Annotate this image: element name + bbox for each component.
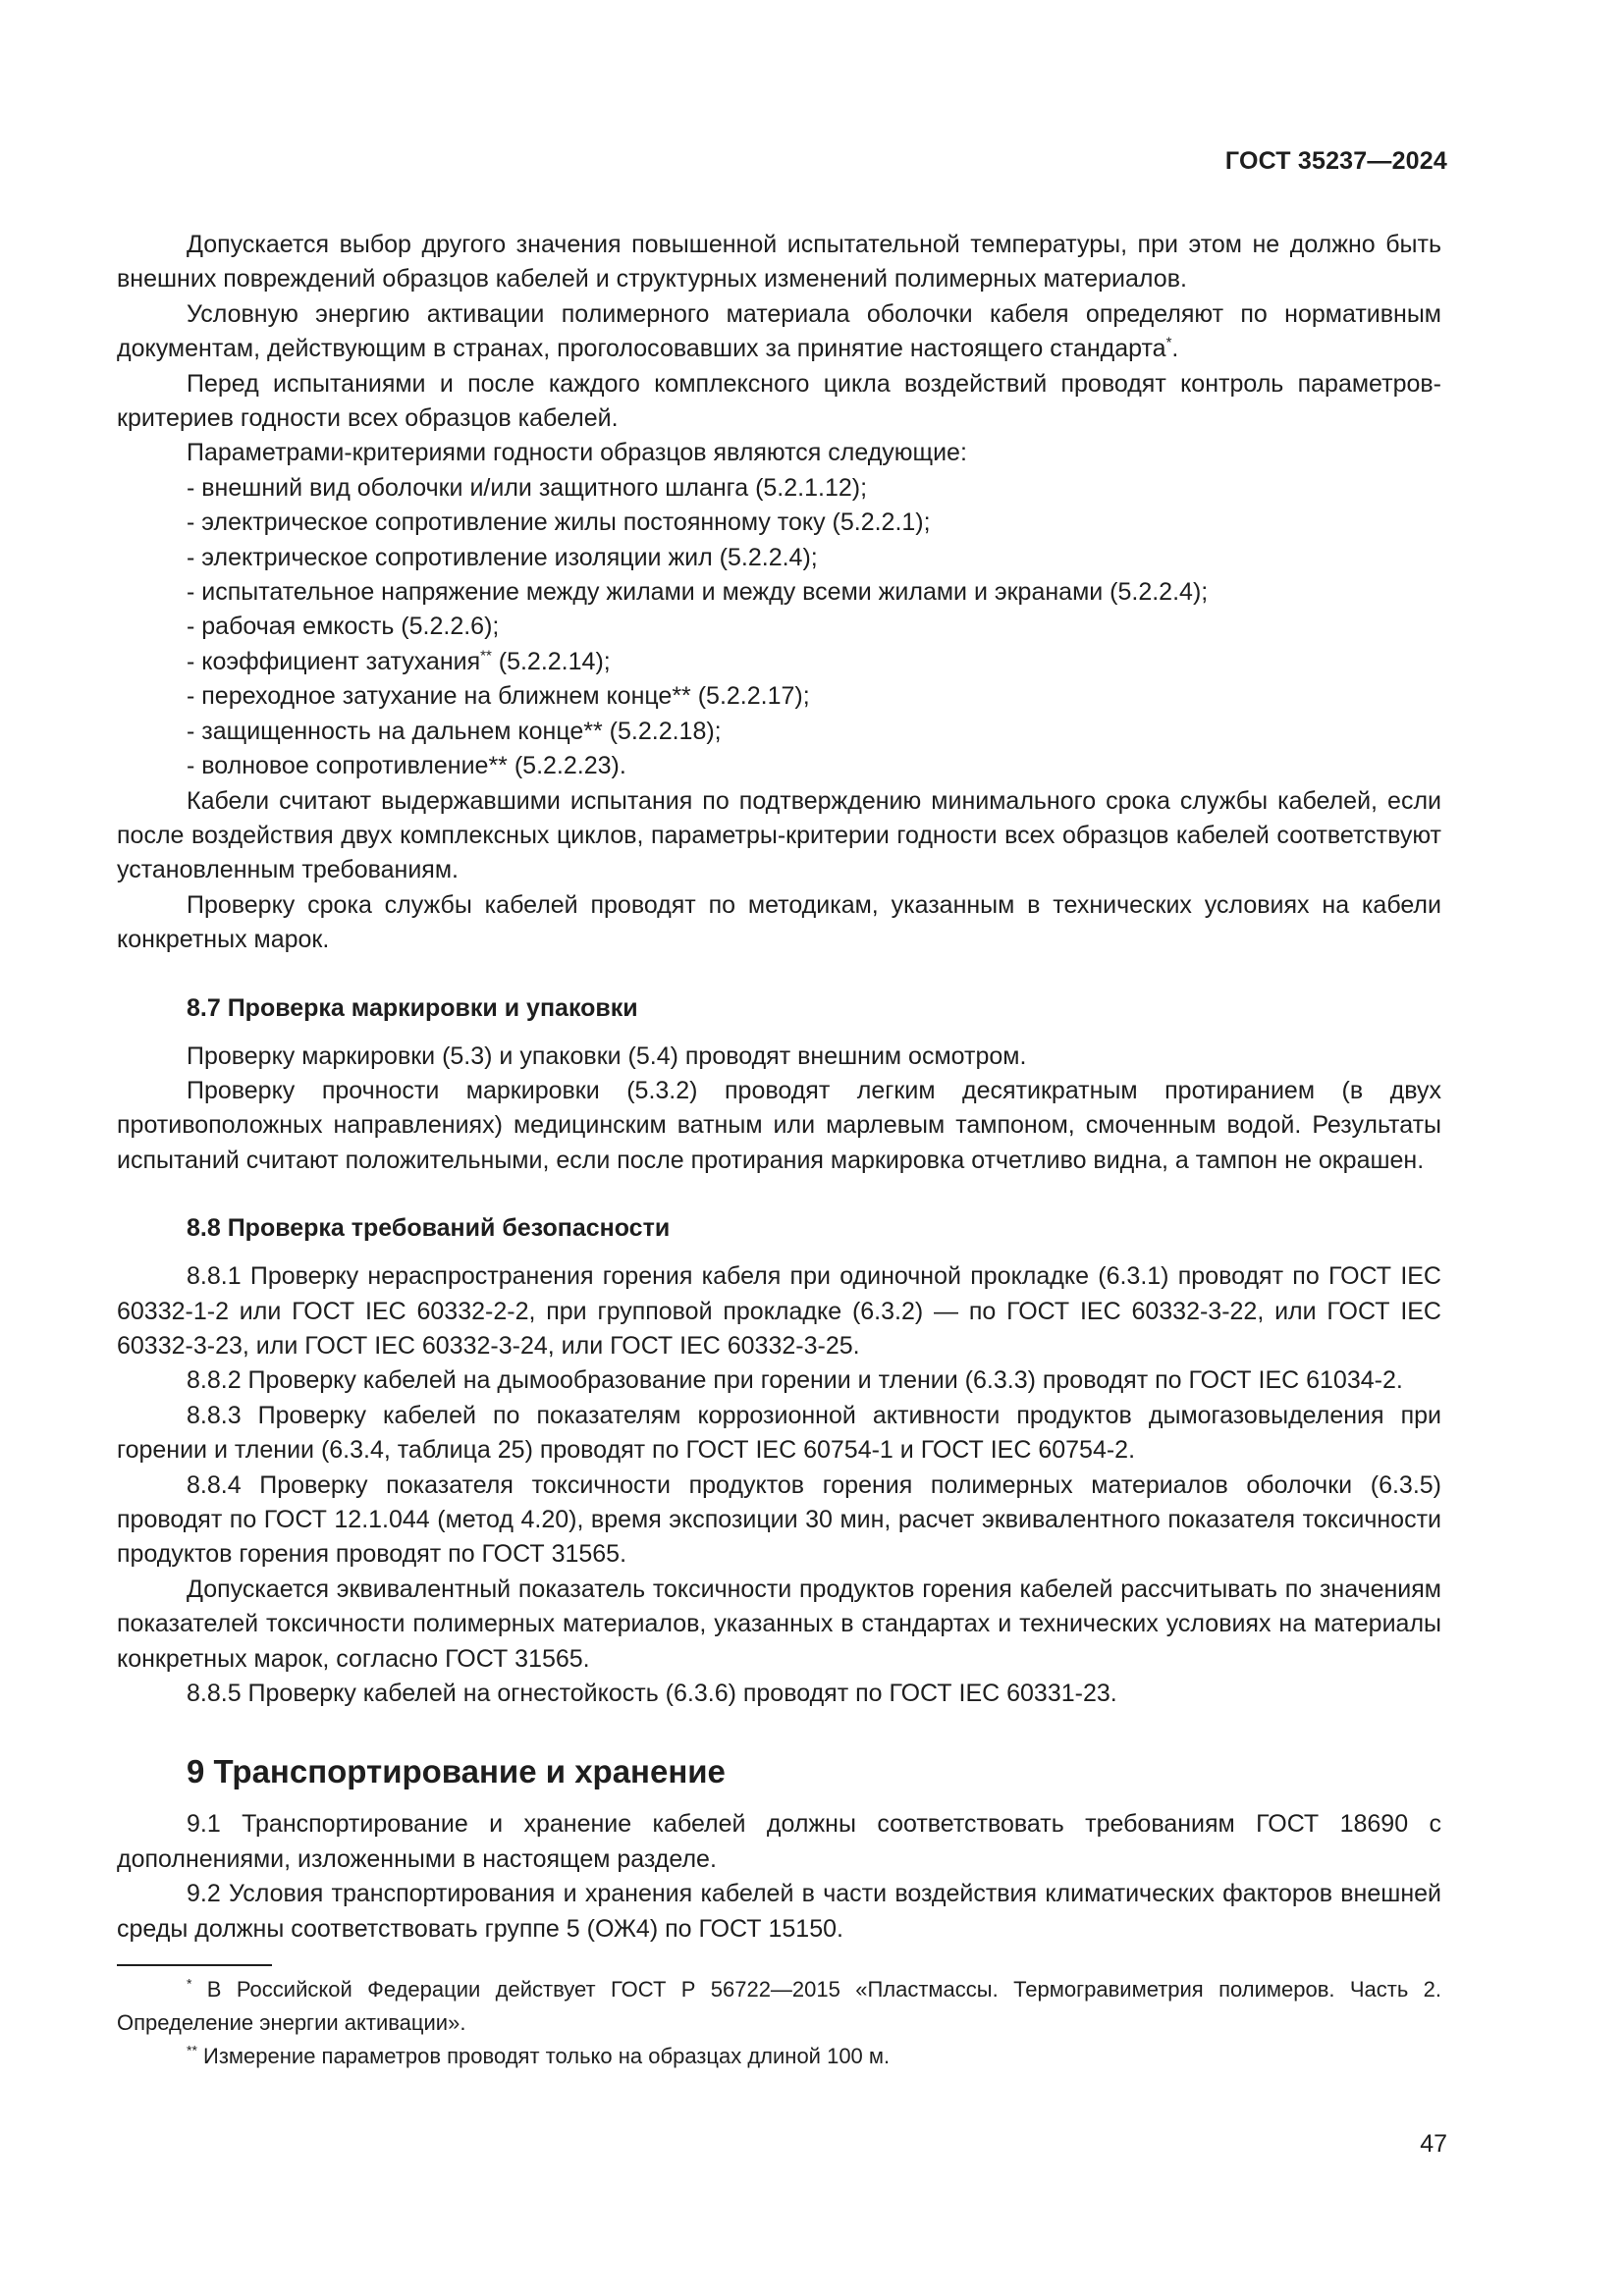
paragraph: Проверку срока службы кабелей проводят по методикам, указанным в технических условиях на кабели конкретных марок. (117, 890, 1441, 954)
footnotes (117, 1973, 1441, 2073)
paragraph: Кабели считают выдержавшими испытания по подтверждению минимального срока службы кабелей, если после воздействия двух комплексных циклов, параметры-критерии годности всех образцов кабелей соответствуют установленным требованиям. (117, 786, 1441, 884)
paragraph: 8.8.2 Проверку кабелей на дымообразование при горении и тлении (6.3.3) проводят по ГОСТ IEC 61034-2. (187, 1366, 1403, 1395)
footnote (117, 2040, 1441, 2073)
section-heading-8-7: 8.7 Проверка маркировки и упаковки (187, 993, 638, 1022)
footnote-text: В Российской Федерации действует ГОСТ Р 56722—2015 «Пластмассы. Термогравиметрия полимеров. Часть 2. Определение энергии активации». (117, 1977, 1441, 2035)
paragraph: 8.8.4 Проверку показателя токсичности продуктов горения полимерных материалов оболочки (6.3.5) проводят по ГОСТ 12.1.044 (метод 4.20), время экспозиции 30 мин, расчет эквивалентного показателя токсичности продуктов горения проводят по ГОСТ 31565. (117, 1470, 1441, 1569)
paragraph (117, 297, 1441, 367)
paragraph: 8.8.3 Проверку кабелей по показателям коррозионной активности продуктов дымогазовыделения при горении и тлении (6.3.4, таблица 25) проводят по ГОСТ IEC 60754-1 и ГОСТ IEC 60754-2. (117, 1401, 1441, 1465)
list-item: - электрическое сопротивление жилы постоянному току (5.2.2.1); (187, 508, 931, 537)
section-heading-9: 9 Транспортирование и хранение (187, 1753, 726, 1790)
footnote-text: Измерение параметров проводят только на образцах длиной 100 м. (196, 2044, 891, 2068)
list-item: - электрическое сопротивление изоляции жил (5.2.2.4); (187, 543, 818, 571)
list-item-end: (5.2.2.14); (491, 647, 611, 675)
page-number: 47 (1420, 2130, 1447, 2158)
footnote-ref: ** (480, 647, 492, 665)
document-header: ГОСТ 35237—2024 (1224, 147, 1447, 175)
footnote (117, 1973, 1441, 2040)
paragraph: 8.8.5 Проверку кабелей на огнестойкость (6.3.6) проводят по ГОСТ IEC 60331-23. (187, 1680, 1117, 1708)
list-item: - рабочая емкость (5.2.2.6); (187, 613, 500, 641)
footnote-mark: * (187, 1975, 192, 1992)
paragraph: Допускается эквивалентный показатель токсичности продуктов горения кабелей рассчитывать по значениям показателей токсичности полимерных материалов, указанных в стандартах и технических условиях на материалы конкретных марок, согласно ГОСТ 31565. (117, 1575, 1441, 1673)
paragraph: Перед испытаниями и после каждого комплексного цикла воздействий проводят контроль параметров-критериев годности всех образцов кабелей. (117, 369, 1441, 433)
paragraph-text: Условную энергию активации полимерного материала оболочки кабеля определяют по нормативным документам, действующим в странах, проголосовавших за принятие настоящего стандарта (117, 299, 1441, 363)
section-heading-8-8: 8.8 Проверка требований безопасности (187, 1214, 671, 1243)
paragraph-end: . (1171, 335, 1179, 363)
paragraph: 9.1 Транспортирование и хранение кабелей должны соответствовать требованиям ГОСТ 18690 с дополнениями, изложенными в настоящем разделе. (117, 1810, 1441, 1873)
footnote-divider (117, 1964, 272, 1966)
paragraph: Допускается выбор другого значения повышенной испытательной температуры, при этом не должно быть внешних повреждений образцов кабелей и структурных изменений полимерных материалов. (117, 231, 1441, 294)
paragraph: Параметрами-критериями годности образцов являются следующие: (187, 439, 967, 467)
paragraph: 8.8.1 Проверку нераспространения горения кабеля при одиночной прокладке (6.3.1) проводят по ГОСТ IEC 60332-1-2 или ГОСТ IEC 60332-2-2, при групповой прокладке (6.3.2) — по ГОСТ IEC 60332-3-22, или ГОСТ IEC 60332-3-23, или ГОСТ IEC 60332-3-24, или ГОСТ IEC 60332-3-25. (117, 1262, 1441, 1360)
footnote-ref: * (1165, 334, 1172, 351)
list-item: - переходное затухание на ближнем конце** (5.2.2.17); (187, 682, 810, 711)
list-item: - защищенность на дальнем конце** (5.2.2.18); (187, 717, 722, 745)
list-item: - внешний вид оболочки и/или защитного шланга (5.2.1.12); (187, 473, 868, 502)
list-item (117, 645, 1441, 679)
list-item: - волновое сопротивление** (5.2.2.23). (187, 752, 626, 780)
paragraph: Проверку маркировки (5.3) и упаковки (5.4) проводят внешним осмотром. (187, 1041, 1027, 1070)
paragraph: 9.2 Условия транспортирования и хранения кабелей в части воздействия климатических факторов внешней среды должны соответствовать группе 5 (ОЖ4) по ГОСТ 15150. (117, 1880, 1441, 1943)
paragraph: Проверку прочности маркировки (5.3.2) проводят легким десятикратным протиранием (в двух противоположных направлениях) медицинским ватным или марлевым тампоном, смоченным водой. Результаты испытаний считают положительными, если после протирания маркировка отчетливо видна, а тампон не окрашен. (117, 1076, 1441, 1174)
document-body (117, 228, 1441, 1947)
list-item: - испытательное напряжение между жилами и между всеми жилами и экранами (5.2.2.4); (187, 578, 1209, 607)
list-item-text: - коэффициент затухания (187, 647, 481, 675)
footnote-mark: ** (187, 2042, 197, 2058)
